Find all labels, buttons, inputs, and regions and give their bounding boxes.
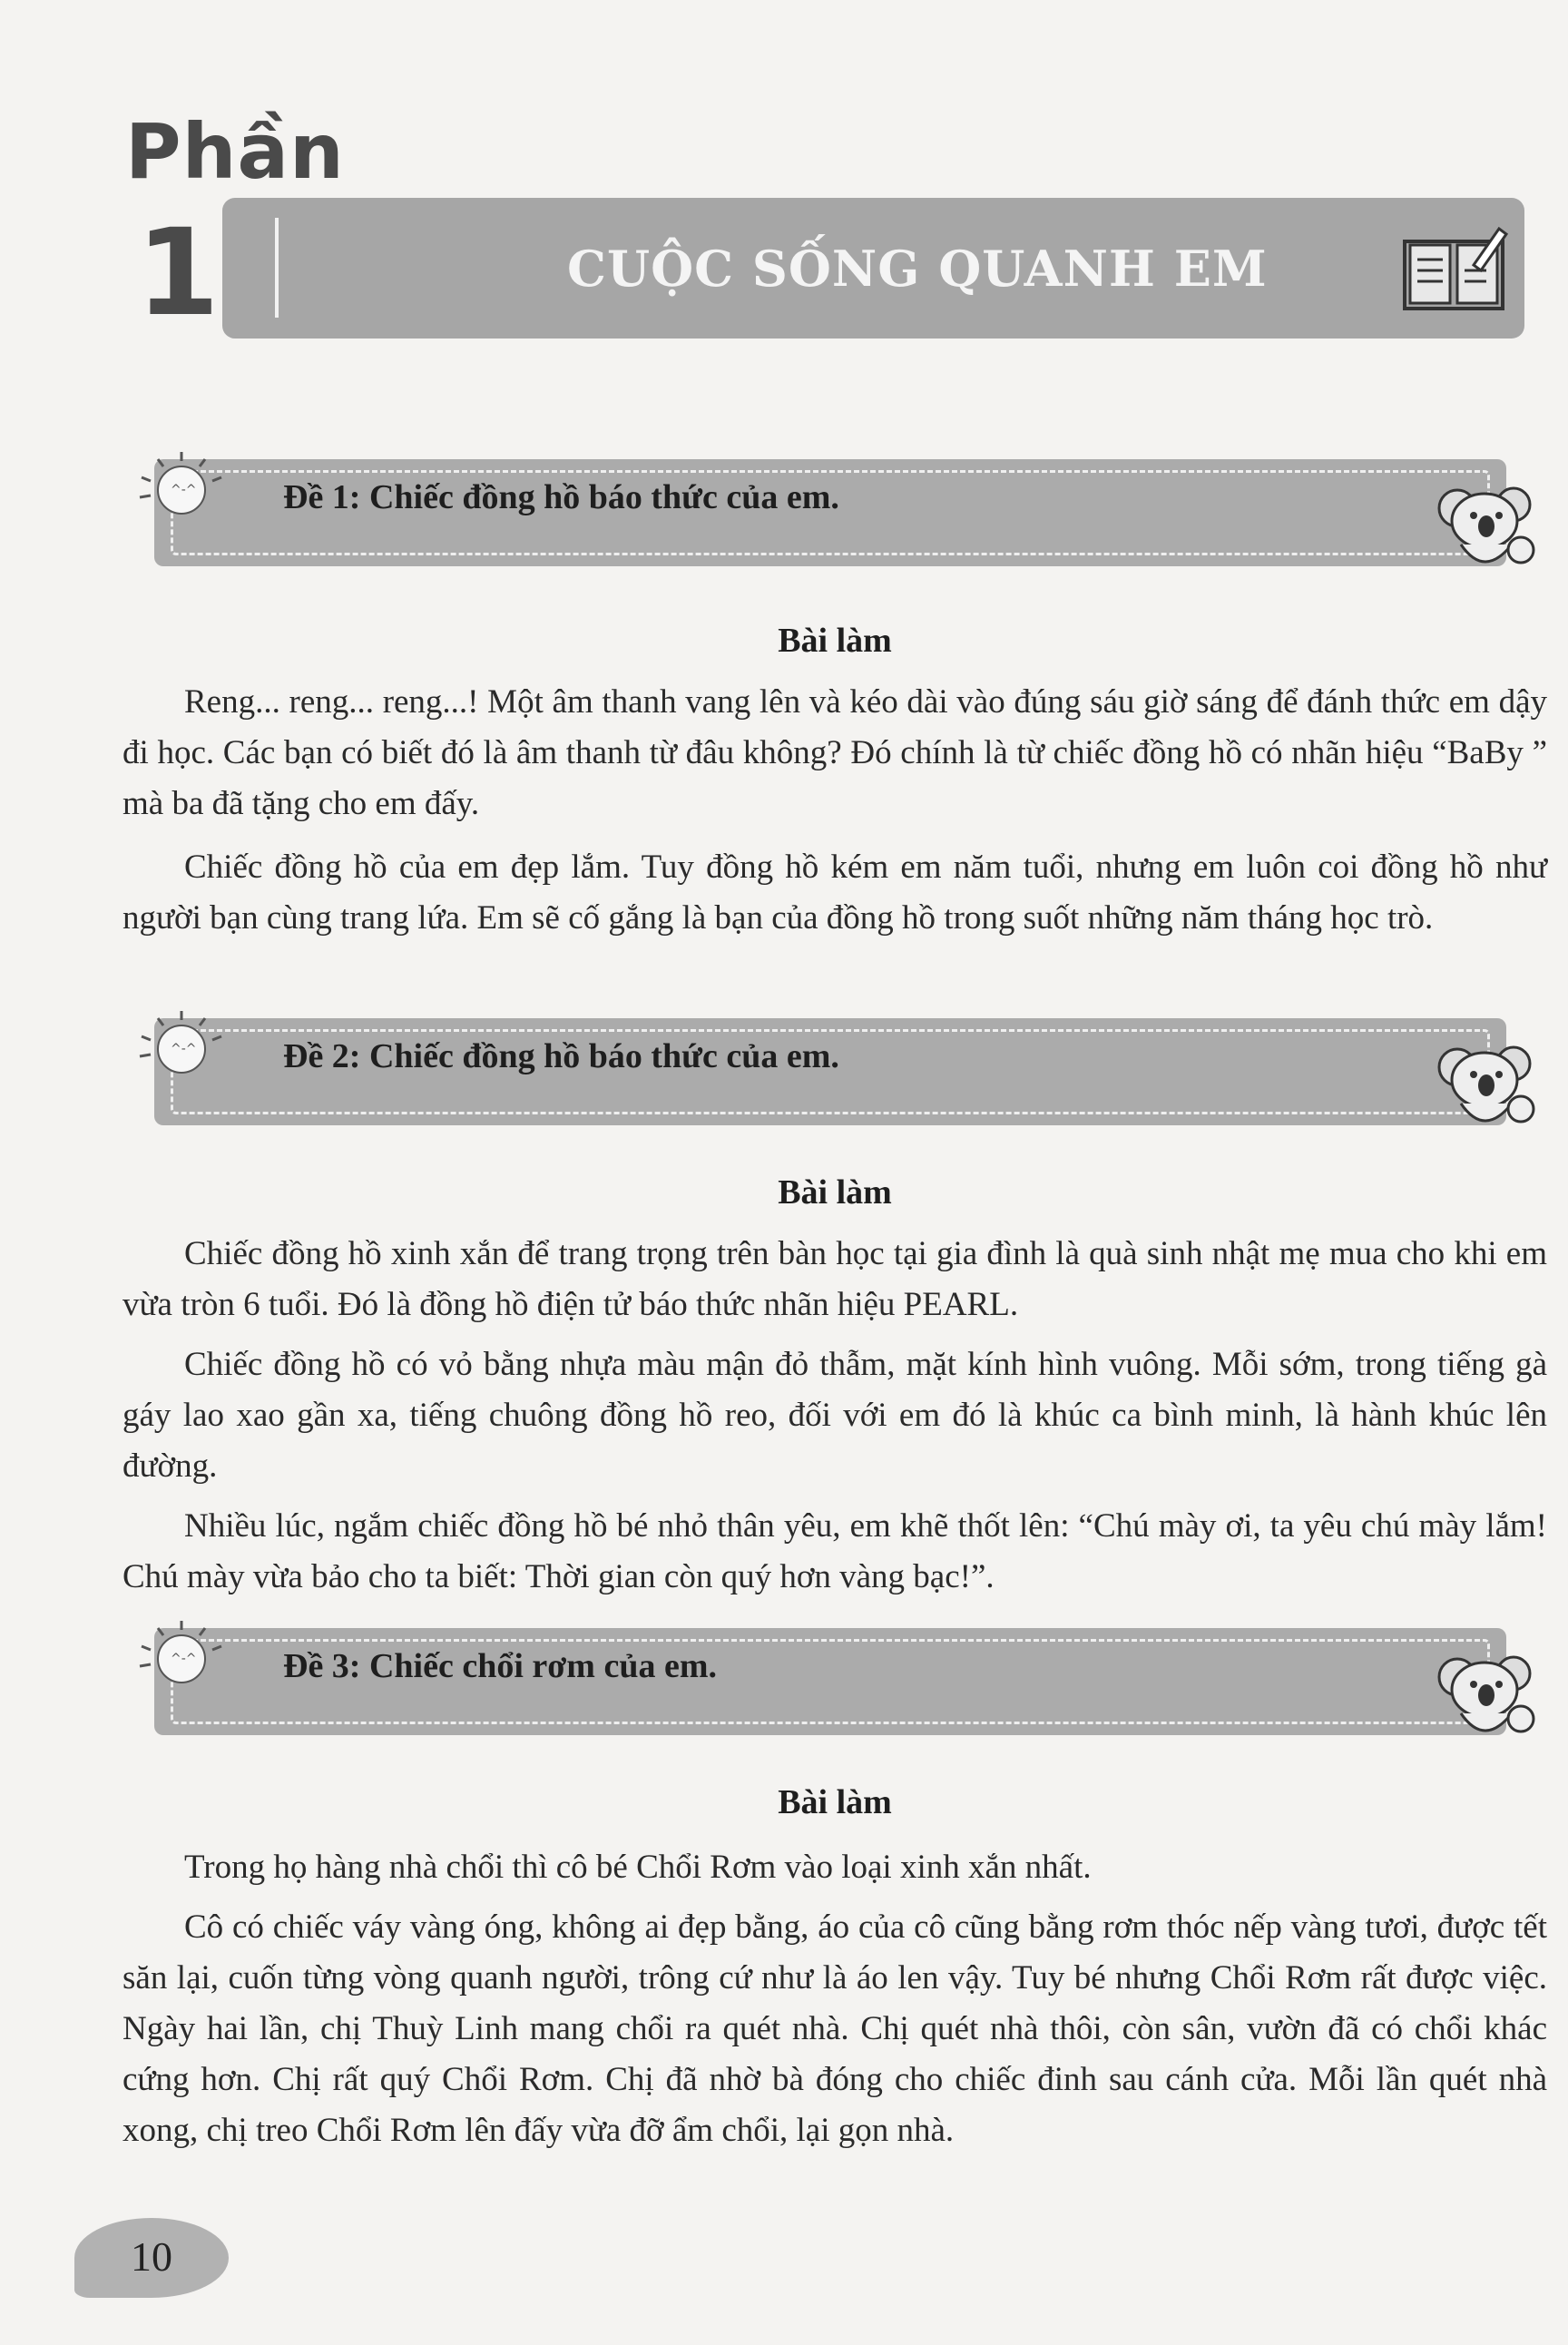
paragraph: Cô có chiếc váy vàng óng, không ai đẹp bằng, áo của cô cũng bằng rơm thóc nếp vàng tươi, được tết săn lại, cuốn từng vòng quanh người, trông cứ như là áo len vậy. Tuy bé nhưng Chổi Rơm rất được việc. Ngày hai lần, chị Thuỳ Linh mang chổi ra quét nhà. Chị quét nhà thôi, còn sân, vườn đã có chổi khác cứng hơn. Chị rất quý Chổi Rơm. Chị đã nhờ bà đóng cho chiếc đinh sau cánh cửa. Mỗi lần quét nhà xong, chị treo Chổi Rơm lên đấy vừa đỡ ẩm chổi, lại gọn nhà. bbox=[122, 1908, 1547, 2149]
paragraph: Chiếc đồng hồ của em đẹp lắm. Tuy đồng hồ kém em năm tuổi, nhưng em luôn coi đồng hồ như người bạn cùng trang lứa. Em sẽ cố gắng là bạn của đồng hồ trong suốt những năm tháng học trò. bbox=[122, 849, 1547, 937]
topic-banner-3 bbox=[127, 1615, 1543, 1751]
paragraph: Nhiều lúc, ngắm chiếc đồng hồ bé nhỏ thân yêu, em khẽ thốt lên: “Chú mày ơi, ta yêu chú mày lắm! Chú mày vừa bảo cho ta biết: Thời gian còn quý hơn vàng bạc!”. bbox=[122, 1507, 1547, 1595]
section-heading: Bài làm bbox=[778, 622, 892, 660]
topic-banner-2 bbox=[127, 1006, 1543, 1142]
sun-icon bbox=[127, 1006, 245, 1087]
part-number: 1 bbox=[136, 203, 220, 343]
page-number-badge bbox=[74, 2218, 229, 2298]
koala-icon bbox=[1434, 1646, 1543, 1753]
section-heading: Bài làm bbox=[778, 1173, 892, 1212]
part-title: CUỘC SỐNG QUANH EM bbox=[567, 240, 1268, 298]
koala-icon bbox=[1434, 477, 1543, 584]
topic-title: Đề 1: Chiếc đồng hồ báo thức của em. bbox=[283, 478, 839, 516]
banner-divider bbox=[275, 218, 279, 318]
svg-text:^-^: ^-^ bbox=[171, 1042, 197, 1056]
svg-text:^-^: ^-^ bbox=[171, 483, 197, 497]
topic-title: Đề 3: Chiếc chổi rơm của em. bbox=[283, 1647, 717, 1685]
sun-icon bbox=[127, 446, 245, 528]
part-title-banner bbox=[222, 198, 1524, 339]
topic-title: Đề 2: Chiếc đồng hồ báo thức của em. bbox=[283, 1037, 839, 1075]
paragraph: Chiếc đồng hồ xinh xắn để trang trọng trên bàn học tại gia đình là quà sinh nhật mẹ mua cho khi em vừa tròn 6 tuổi. Đó là đồng hồ điện tử báo thức nhãn hiệu PEARL. bbox=[122, 1235, 1547, 1323]
book-icon bbox=[1399, 223, 1508, 314]
svg-text:^-^: ^-^ bbox=[171, 1652, 197, 1666]
paragraph: Reng... reng... reng...! Một âm thanh vang lên và kéo dài vào đúng sáu giờ sáng để đánh thức em dậy đi học. Các bạn có biết đó là âm thanh từ đâu không? Đó chính là từ chiếc đồng hồ có nhãn hiệu “BaBy ” mà ba đã tặng cho em đấy. bbox=[122, 683, 1547, 822]
sun-icon bbox=[127, 1615, 245, 1697]
page-number: 10 bbox=[131, 2233, 172, 2280]
part-label: Phần bbox=[125, 107, 345, 196]
paragraph: Trong họ hàng nhà chổi thì cô bé Chổi Rơm vào loại xinh xắn nhất. bbox=[184, 1849, 1092, 1886]
section-heading: Bài làm bbox=[778, 1783, 892, 1821]
topic-banner-1 bbox=[127, 446, 1543, 583]
koala-icon bbox=[1434, 1036, 1543, 1143]
paragraph: Chiếc đồng hồ có vỏ bằng nhựa màu mận đỏ thẫm, mặt kính hình vuông. Mỗi sớm, trong tiếng gà gáy lao xao gần xa, tiếng chuông đồng hồ reo, đối với em đó là khúc ca bình minh, là hành khúc lên đường. bbox=[122, 1346, 1547, 1485]
